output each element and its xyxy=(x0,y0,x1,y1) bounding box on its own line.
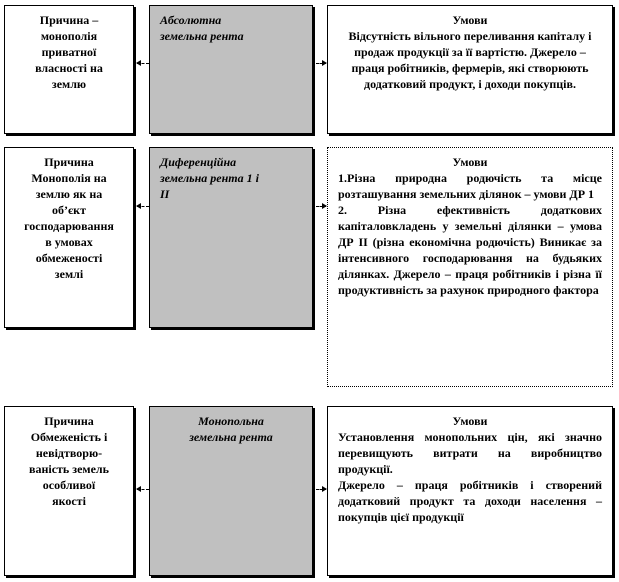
rent-title-3: Монопольна земельна рента xyxy=(189,414,273,444)
condition-paragraph: Установлення монопольних цін, які значно перевищують витрати на виробництво продукції. xyxy=(338,430,602,476)
arrow-left-icon xyxy=(136,486,141,492)
cause-text-1: Причина – монополія приватної власності на землю xyxy=(35,13,103,91)
rent-title-1: Абсолютна земельна рента xyxy=(160,13,244,43)
arrow-left-icon xyxy=(136,60,141,66)
conditions-text-1 xyxy=(328,28,612,92)
cause-text-2: Причина Монополія на землю як на об’єкт господарювання в умовах обмеженості землі xyxy=(24,155,114,281)
cause-box-1 xyxy=(4,5,134,134)
rent-box-1 xyxy=(149,5,313,134)
condition-paragraph: Відсутність вільного переливання капіталу і продаж продукції за її вартістю. Джерело – праця робітників, фермерів, які створюють додатковий продукт, і доходи покупців. xyxy=(348,29,592,91)
conditions-box-3 xyxy=(327,406,613,576)
cause-box-2 xyxy=(4,147,134,328)
conditions-title-2: Умови xyxy=(452,155,488,169)
conditions-text-3 xyxy=(328,429,612,525)
conditions-title-1: Умови xyxy=(452,13,488,27)
cause-text-3: Причина Обмеженість і невідтворю- ваність земель особливої якості xyxy=(28,414,110,508)
condition-paragraph: 2. Різна ефективність додаткових капіталовкладень у земельні ділянки – умова ДР ІІ (різна економічна родючість) Виникає за інтенсивного господарювання на будьяких ділянках. Джерело – праця робітників і різна її продуктивність за рахунок природного фактора xyxy=(338,203,602,297)
condition-paragraph: Джерело – праця робітників і створений додатковий продукт та доходи населення – покупців цієї продукції xyxy=(338,478,602,524)
condition-paragraph: 1.Різна природна родючість та місце розташування земельних ділянок – умови ДР 1 xyxy=(338,171,602,201)
conditions-text-2 xyxy=(328,170,612,298)
arrow-left-icon xyxy=(136,203,141,209)
rent-box-2 xyxy=(149,147,313,328)
conditions-box-2 xyxy=(327,147,613,387)
rent-title-2: Диференційна земельна рента 1 і ІІ xyxy=(160,155,259,201)
conditions-title-3: Умови xyxy=(452,414,488,428)
conditions-box-1 xyxy=(327,5,613,134)
rent-box-3 xyxy=(149,406,313,576)
cause-box-3 xyxy=(4,406,134,576)
